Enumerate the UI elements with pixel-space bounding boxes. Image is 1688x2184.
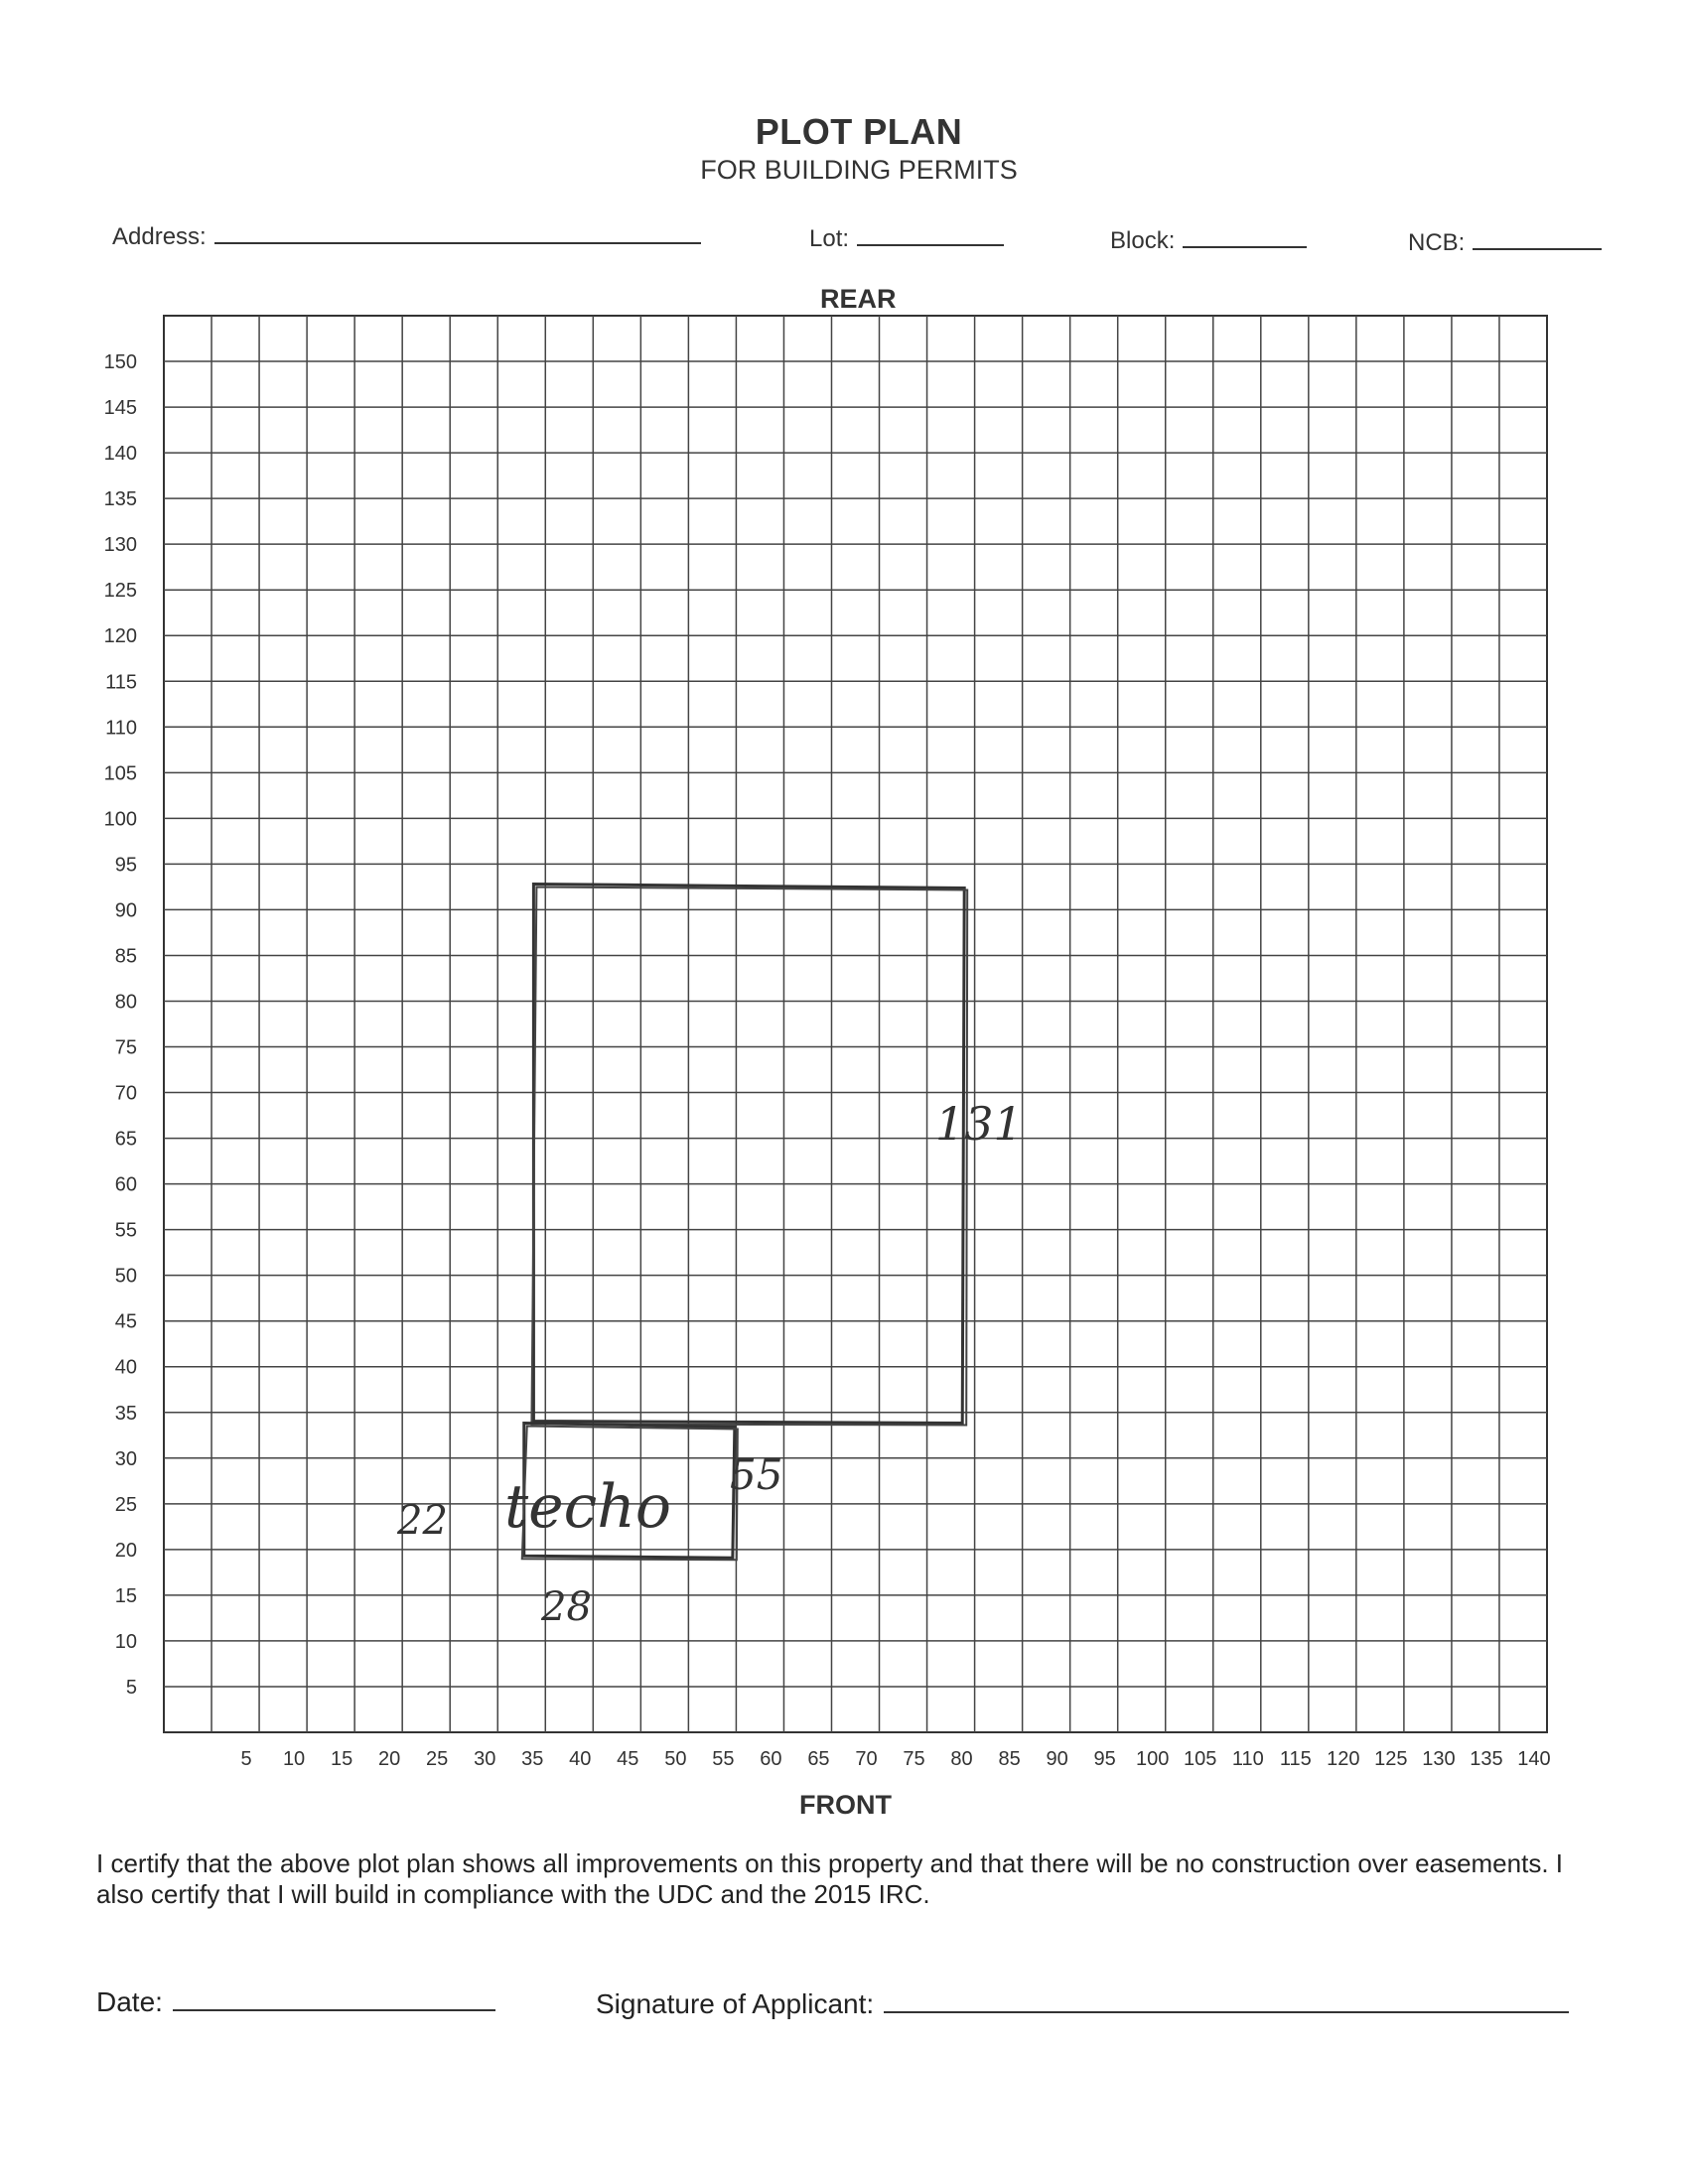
page-subtitle: FOR BUILDING PERMITS — [700, 155, 1018, 185]
y-tick-label: 135 — [103, 488, 137, 511]
y-tick-label: 75 — [114, 1036, 137, 1059]
x-tick-label: 125 — [1374, 1748, 1408, 1770]
annotation-width-main: 55 — [730, 1450, 783, 1499]
main-building-outline — [533, 885, 964, 1424]
front-label: FRONT — [799, 1790, 892, 1820]
y-tick-label: 150 — [103, 351, 137, 374]
signature-label: Signature of Applicant: — [596, 1988, 875, 2019]
grid-lines — [164, 316, 1547, 1732]
x-tick-label: 85 — [998, 1748, 1021, 1770]
x-tick-label: 55 — [712, 1748, 735, 1770]
y-tick-label: 60 — [114, 1173, 137, 1196]
date-label: Date: — [96, 1986, 163, 2017]
date-input-line[interactable] — [173, 1983, 495, 2011]
y-tick-label: 125 — [103, 580, 137, 603]
x-axis-labels — [240, 1748, 1550, 1770]
x-tick-label: 90 — [1046, 1748, 1068, 1770]
y-tick-label: 105 — [103, 762, 137, 785]
x-tick-label: 50 — [664, 1748, 687, 1770]
y-tick-label: 30 — [114, 1447, 137, 1470]
y-tick-label: 130 — [103, 534, 137, 557]
y-axis-labels — [104, 351, 137, 1699]
rear-label: REAR — [820, 284, 897, 314]
x-tick-label: 30 — [474, 1748, 496, 1770]
y-tick-label: 140 — [103, 443, 137, 466]
y-tick-label: 120 — [103, 625, 137, 648]
x-tick-label: 105 — [1184, 1748, 1217, 1770]
y-tick-label: 25 — [114, 1493, 137, 1516]
annotation-depth-annex: 22 — [397, 1498, 448, 1544]
x-tick-label: 15 — [330, 1748, 353, 1770]
x-tick-label: 5 — [240, 1748, 252, 1770]
y-tick-label: 45 — [114, 1310, 137, 1333]
x-tick-label: 140 — [1517, 1748, 1551, 1770]
y-tick-label: 15 — [114, 1584, 137, 1607]
y-tick-label: 145 — [103, 397, 137, 420]
x-tick-label: 45 — [617, 1748, 639, 1770]
y-tick-label: 5 — [125, 1676, 137, 1699]
y-tick-label: 70 — [114, 1082, 137, 1105]
lot-label: Lot: — [809, 225, 850, 252]
x-tick-label: 135 — [1470, 1748, 1503, 1770]
y-tick-label: 95 — [114, 854, 137, 877]
x-tick-label: 10 — [282, 1748, 306, 1770]
certification-text: I certify that the above plot plan shows all improvements on this property and that there will be no construction over easements. I also certify that I will build in compliance with the UDC and the 2015 IRC. — [96, 1848, 1563, 1909]
annotation-depth-main: 131 — [935, 1097, 1023, 1151]
block-label: Block: — [1110, 227, 1176, 254]
x-tick-label: 100 — [1136, 1748, 1170, 1770]
x-tick-label: 130 — [1422, 1748, 1456, 1770]
y-tick-label: 110 — [105, 717, 137, 740]
x-tick-label: 70 — [855, 1748, 878, 1770]
y-tick-label: 100 — [103, 808, 137, 831]
x-tick-label: 110 — [1231, 1748, 1264, 1770]
ncb-label: NCB: — [1408, 229, 1466, 256]
x-tick-label: 35 — [521, 1748, 544, 1770]
y-tick-label: 65 — [114, 1128, 137, 1151]
annotation-annex-label: techo — [504, 1472, 671, 1542]
address-label: Address: — [112, 223, 207, 250]
x-tick-label: 115 — [1279, 1748, 1312, 1770]
y-tick-label: 50 — [114, 1265, 137, 1288]
x-tick-label: 60 — [760, 1748, 782, 1770]
y-tick-label: 35 — [114, 1402, 137, 1425]
y-tick-label: 85 — [114, 945, 137, 968]
x-tick-label: 40 — [569, 1748, 592, 1770]
grid-border — [164, 316, 1547, 1732]
y-tick-label: 55 — [114, 1219, 137, 1242]
page-title: PLOT PLAN — [755, 111, 963, 152]
x-tick-label: 75 — [903, 1748, 925, 1770]
y-tick-label: 40 — [114, 1356, 137, 1379]
x-tick-label: 20 — [378, 1748, 401, 1770]
date-field[interactable] — [96, 1983, 495, 2018]
y-tick-label: 20 — [114, 1539, 137, 1562]
y-tick-label: 115 — [105, 671, 137, 694]
x-tick-label: 120 — [1327, 1748, 1360, 1770]
annotation-width-annex: 28 — [541, 1584, 592, 1630]
signature-field[interactable] — [596, 1985, 1569, 2020]
y-tick-label: 10 — [114, 1630, 137, 1653]
x-tick-label: 65 — [807, 1748, 830, 1770]
y-tick-label: 90 — [114, 899, 137, 922]
y-tick-label: 80 — [114, 991, 137, 1014]
x-tick-label: 80 — [950, 1748, 973, 1770]
signature-input-line[interactable] — [884, 1985, 1569, 2013]
hand-drawn-sketch — [396, 885, 1023, 1631]
x-tick-label: 95 — [1093, 1748, 1116, 1770]
main-building-outline-overstroke — [531, 887, 967, 1426]
x-tick-label: 25 — [426, 1748, 449, 1770]
